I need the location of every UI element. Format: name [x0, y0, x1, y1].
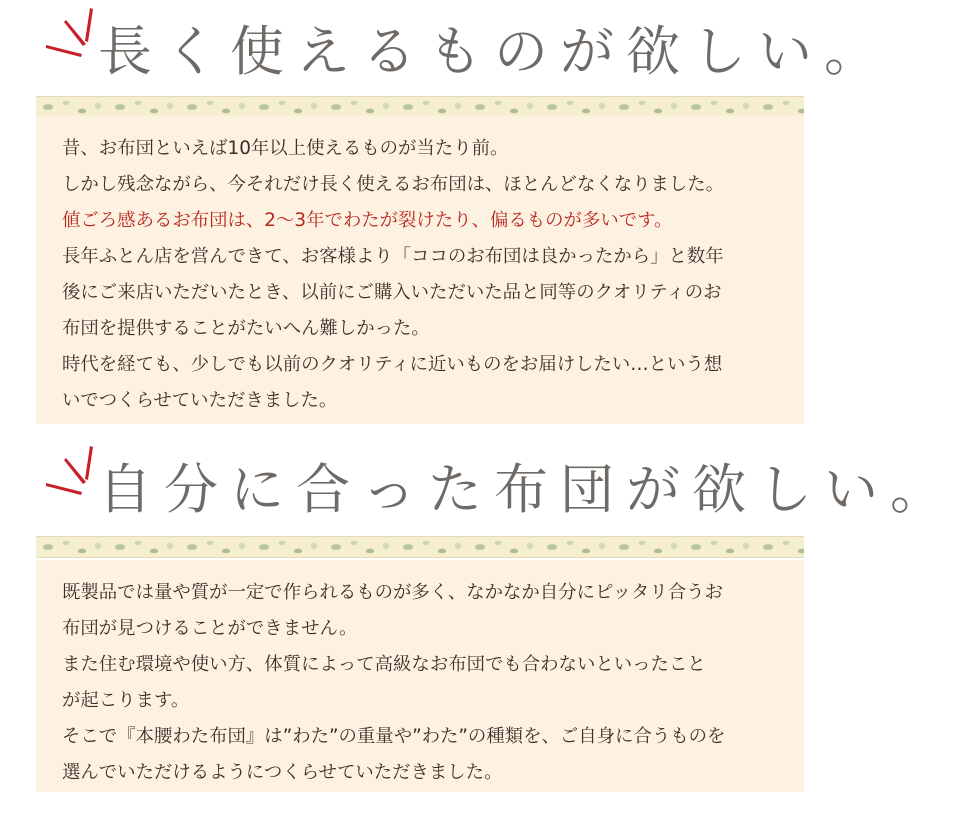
- paragraph-line: いでつくらせていただきました。: [62, 390, 338, 411]
- paragraph-line: が起こります。: [62, 690, 190, 711]
- paragraph-line: また住む環境や使い方、体質によって高級なお布団でも合わないといったこと: [62, 654, 706, 675]
- heading-row: [0, 0, 890, 96]
- heading-row: [0, 438, 956, 534]
- decorative-pattern-band: [36, 96, 804, 118]
- paragraph-line: そこで『本腰わた布団』は”わた”の重量や”わた”の種類を、ご自身に合うものを: [62, 726, 726, 747]
- section-fits-you: [0, 438, 956, 783]
- decorative-pattern-band: [36, 536, 804, 558]
- paragraph-line: 時代を経ても、少しでも以前のクオリティに近いものをお届けしたい…という想: [62, 354, 723, 375]
- paragraph-line: 後にご来店いただいたとき、以前にご購入いただいた品と同等のクオリティのお: [62, 282, 722, 303]
- paragraph-line: 長年ふとん店を営んできて、お客様より「ココのお布団は良かったから」と数年: [62, 246, 724, 267]
- section-long-lasting: [0, 0, 890, 411]
- section-heading: 自分に合った布団が欲しい。: [98, 458, 956, 521]
- paragraph-line: 選んでいただけるようにつくらせていただきました。: [62, 762, 503, 783]
- paragraph-line: 既製品では量や質が一定で作られるものが多く、なかなか自分にピッタリ合うお: [62, 582, 723, 603]
- text-box: [36, 560, 804, 792]
- paragraph-line: 布団が見つけることができません。: [62, 618, 358, 639]
- text-box: [36, 116, 804, 424]
- paragraph-line: 昔、お布団といえば10年以上使えるものが当たり前。: [62, 138, 509, 159]
- paragraph-line: しかし残念ながら、今それだけ長く使えるお布団は、ほとんどなくなりました。: [62, 174, 725, 195]
- section-heading: 長く使えるものが欲しい。: [98, 20, 890, 83]
- highlight-line: 値ごろ感あるお布団は、2〜3年でわたが裂けたり、偏るものが多いです。: [62, 210, 673, 231]
- paragraph-line: 布団を提供することがたいへん難しかった。: [62, 318, 430, 339]
